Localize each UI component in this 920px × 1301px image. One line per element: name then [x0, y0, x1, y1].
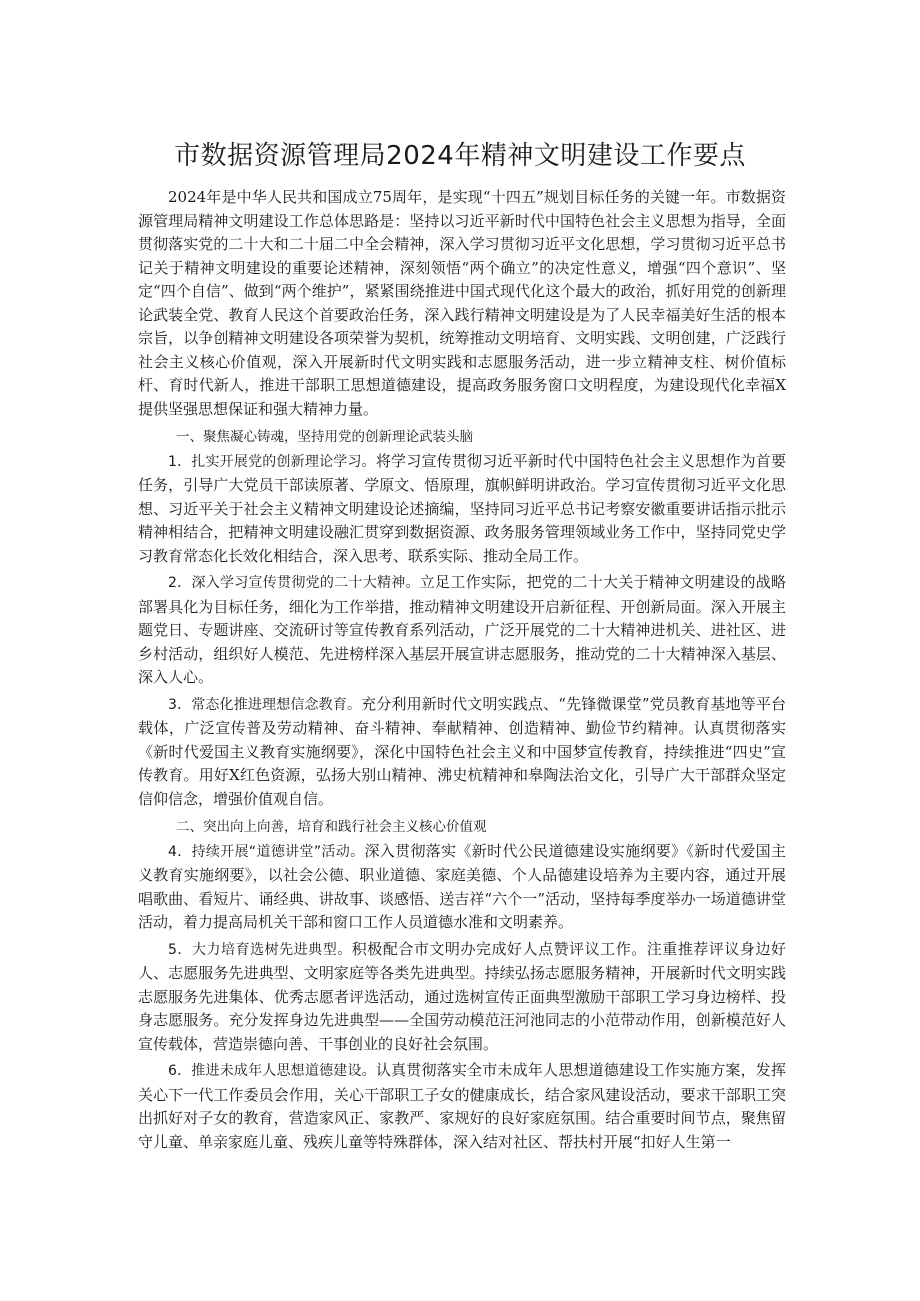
item-lead-1: 1．扎实开展党的创新理论学习。 [168, 453, 376, 470]
document-body [138, 186, 786, 1154]
item-lead-6: 6．推进未成年人思想道德建设。 [168, 1063, 376, 1079]
item-paragraph-1 [138, 450, 786, 569]
document-title: 市数据资源管理局2024年精神文明建设工作要点 [174, 141, 746, 171]
item-lead-3: 3．常态化推进理想信念教育。 [168, 696, 362, 713]
item-paragraph-5 [138, 938, 786, 1057]
item-lead-4: 4．持续开展“道德讲堂”活动。 [168, 843, 365, 860]
item-text-6: 认真贯彻落实全市未成年人思想道德建设工作实施方案，发挥关心下一代工作委员会作用，关心干部职工子女的健康成长，结合家风建设活动，要求干部职工突出抓好对子女的教育，营造家风正、家教严、家规好的良好家庭氛围。结合重要时间节点，聚焦留守儿童、单亲家庭儿童、残疾儿童等特殊群体，深入结对社区、帮扶村开展“扣好人生第一 [138, 1061, 786, 1151]
item-paragraph-3 [138, 693, 786, 812]
section-heading-2: 二、突出向上向善，培育和践行社会主义核心价值观 [176, 819, 487, 835]
section-heading-1: 一、聚焦凝心铸魂，坚持用党的创新理论武装头脑 [176, 429, 473, 445]
item-text-2: 立足工作实际，把党的二十大关于精神文明建设的战略部署具化为目标任务，细化为工作举措，推动精神文明建设开启新征程、开创新局面。深入开展主题党日、专题讲座、交流研讨等宣传教育系列活动，广泛开展党的二十大精神进机关、进社区、进乡村活动，组织好人模范、先进榜样深入基层开展宣讲志愿服务，推动党的二十大精神深入基层、深入人心。 [138, 573, 786, 686]
item-lead-2: 2．深入学习宣传贯彻党的二十大精神。 [168, 575, 420, 591]
item-text-4: 深入贯彻落实《新时代公民道德建设实施纲要》《新时代爱国主义教育实施纲要》，以社会公德、职业道德、家庭美德、个人品德建设培养为主要内容，通过开展唱歌曲、看短片、诵经典、讲故事、谈感悟、送吉祥“六个一”活动，坚持每季度举办一场道德讲堂活动，着力提高局机关干部和窗口工作人员道德水准和文明素养。 [138, 841, 786, 931]
item-paragraph-4 [138, 840, 786, 935]
item-paragraph-6 [138, 1059, 786, 1154]
item-text-3: 充分利用新时代文明实践点、“先锋微课堂”党员教育基地等平台载体，广泛宣传普及劳动精神、奋斗精神、奉献精神、创造精神、勤俭节约精神。认真贯彻落实《新时代爱国主义教育实施纲要》，深化中国特色社会主义和中国梦宣传教育，持续推进“四史”宣传教育。用好X红色资源，弘扬大别山精神、沸史杭精神和皋陶法治文化，引导广大干部群众坚定信仰信念，增强价值观自信。 [138, 694, 786, 808]
intro-paragraph: 2024年是中华人民共和国成立75周年，是实现“十四五”规划目标任务的关键一年。市数据资源管理局精神文明建设工作总体思路是：坚持以习近平新时代中国特色社会主义思想为指导，全面贯彻落实党的二十大和二十届二中全会精神，深入学习贯彻习近平文化思想，学习贯彻习近平总书记关于精神文明建设的重要论述精神，深刻领悟“两个确立”的决定性意义，增强“四个意识”、坚定“四个自信”、做到“两个维护”，紧紧围绕推进中国式现代化这个最大的政治，抓好用党的创新理论武装全党、教育人民这个首要政治任务，深入践行精神文明建设是为了人民幸福美好生活的根本宗旨，以争创精神文明建设各项荣誉为契机，统筹推动文明培育、文明实践、文明创建，广泛践行社会主义核心价值观，深入开展新时代文明实践和志愿服务活动，进一步立精神支柱、树价值标杆、育时代新人，推进干部职工思想道德建设，提高政务服务窗口文明程度，为建设现代化幸福X提供坚强思想保证和强大精神力量。 [138, 188, 786, 418]
item-paragraph-2 [138, 571, 786, 690]
item-lead-5: 5．大力培育选树先进典型。 [168, 941, 352, 958]
item-text-1: 将学习宣传贯彻习近平新时代中国特色社会主义思想作为首要任务，引导广大党员干部读原著、学原文、悟原理，旗帜鲜明讲政治。学习宣传贯彻习近平文化思想、习近平关于社会主义精神文明建设论述摘编，坚持同习近平总书记考察安徽重要讲话指示批示精神相结合，把精神文明建设融汇贯穿到数据资源、政务服务管理领域业务工作中，坚持同党史学习教育常态化长效化相结合，深入思考、联系实际、推动全局工作。 [138, 451, 786, 565]
item-text-5: 积极配合市文明办完成好人点赞评议工作。注重推荐评议身边好人、志愿服务先进典型、文明家庭等各类先进典型。持续弘扬志愿服务精神，开展新时代文明实践志愿服务先进集体、优秀志愿者评选活动，通过选树宣传正面典型激励干部职工学习身边榜样、投身志愿服务。充分发挥身边先进典型——全国劳动模范汪河池同志的小范带动作用，创新模范好人宣传载体，营造崇德向善、干事创业的良好社会氛围。 [138, 939, 786, 1053]
